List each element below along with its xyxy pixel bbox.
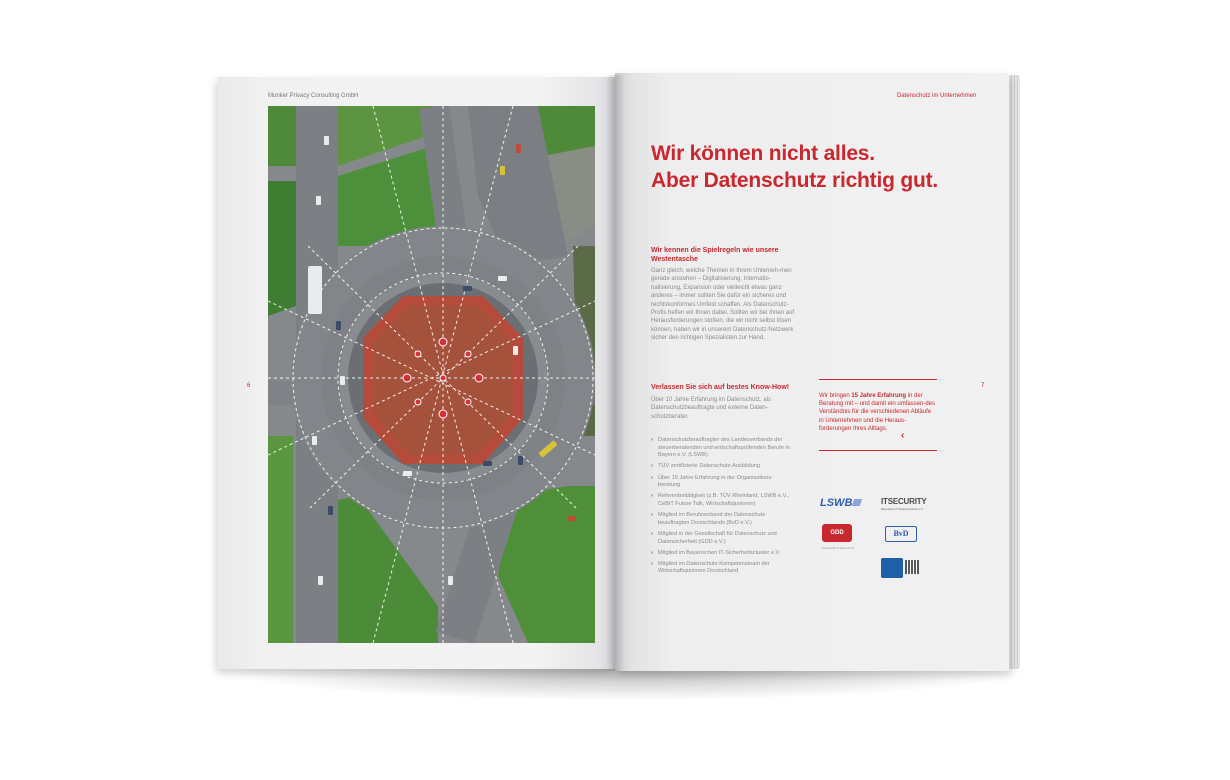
list-item: › Datenschutzbeauftragter des Landesverbands der steuerberatenden und wirtschaftsprüfenden Berufe in Bayern e.V. (LSWB) — [651, 437, 791, 460]
section-title-spielregeln: Wir kennen die Spielregeln wie unsere Westentasche — [651, 247, 779, 263]
lswb-logo-text: LSWB — [820, 497, 853, 509]
section-body-know-how: Über 10 Jahre Erfahrung im Datenschutz, als Datenschutzbeauftragte und externe Daten-schutzberater. — [651, 397, 772, 420]
section-title-know-how: Verlassen Sie sich auf bestes Know-How! — [651, 384, 790, 391]
list-item: › Mitglied im Bayerischen IT-Sicherheitscluster e.V. — [651, 550, 791, 558]
running-head-left: Munker Privacy Consulting GmbH — [268, 93, 359, 99]
headline-line-1: Wir können nicht alles. — [651, 142, 875, 165]
lswb-logo-mark — [852, 499, 863, 506]
pull-quote-text — [819, 392, 937, 433]
gdd-logo: GDD — [822, 524, 852, 542]
bvd-logo: BvD — [885, 526, 917, 542]
page-number-right: 7 — [981, 383, 985, 389]
headline-line-2: Aber Datenschutz richtig gut. — [651, 169, 939, 192]
quote-mark-icon: ‹ — [901, 430, 905, 441]
pull-quote — [819, 379, 937, 451]
list-item: › Über 15 Jahre Erfahrung in der Organisations-beratung — [651, 475, 791, 490]
roundabout-aerial-photo — [268, 106, 595, 643]
spine — [606, 75, 624, 671]
list-item: › TÜV zertifizierte Datenschutz-Ausbildung — [651, 463, 791, 471]
list-item: › Mitglied im Datenschutz-Kompetenzteam der Wirtschaftsjunioren Deutschland — [651, 561, 791, 576]
credentials-list — [651, 437, 791, 580]
page-number-left: 6 — [247, 383, 251, 389]
section-body-spielregeln: Ganz gleich, welche Themen in Ihrem Unterneh-men gerade anstehen – Digitalisierung, Internatio-nalisierung, Expansion oder vielleicht etwas ganz anderes – immer sollten Sie dafür ein sicheres und rechtskonformes Umfeld schaffen. Als Datenschutz-Profis helfen wir Ihnen dabei. Sollten wir bei Ihnen auf Herausforderungen stoßen, die wir nicht selbst lösen können, haben wir in unserem Datenschutz-Netzwerk sicher den richtigen Spezialisten zur Hand. — [651, 268, 795, 342]
headline — [651, 140, 971, 194]
tuv-badge — [881, 558, 903, 578]
gdd-logo-subtext: Gesellschaft für Datenschutz — [821, 547, 855, 550]
qr-code-icon — [905, 560, 919, 574]
quote-highlight: 15 Jahre Erfahrung — [851, 393, 907, 399]
itsecurity-logo-text: ITSECURITY — [881, 497, 927, 506]
itsecurity-logo — [881, 497, 927, 511]
list-item: › Referententätigkeit (z.B. TÜV Rheinland, LSWB e.V., CeBIT Future Talk, Wirtschaftsjunioren) — [651, 493, 791, 508]
quote-prefix: Wir bringen — [819, 393, 852, 399]
running-head-right: Datenschutz im Unternehmen — [897, 93, 977, 99]
list-item: › Mitglied in der Gesellschaft für Datenschutz und Datensicherheit (GDD e.V.) — [651, 531, 791, 546]
quote-suffix: in der Beratung mit – und damit ein umfassen-des Verständnis für die verschiedenen Abläufe in Unternehmen und die Heraus-forderungen Ihres Alltags. — [819, 393, 936, 432]
lswb-logo — [820, 497, 861, 509]
itsecurity-logo-subtext: Bayerischer IT-Sicherheitscluster e.V. — [881, 507, 924, 511]
list-item: › Mitglied im Berufsverband der Datenschutz-beauftragten Deutschlands (BvD e.V.) — [651, 512, 791, 527]
tuv-certificate-logo — [881, 558, 919, 578]
